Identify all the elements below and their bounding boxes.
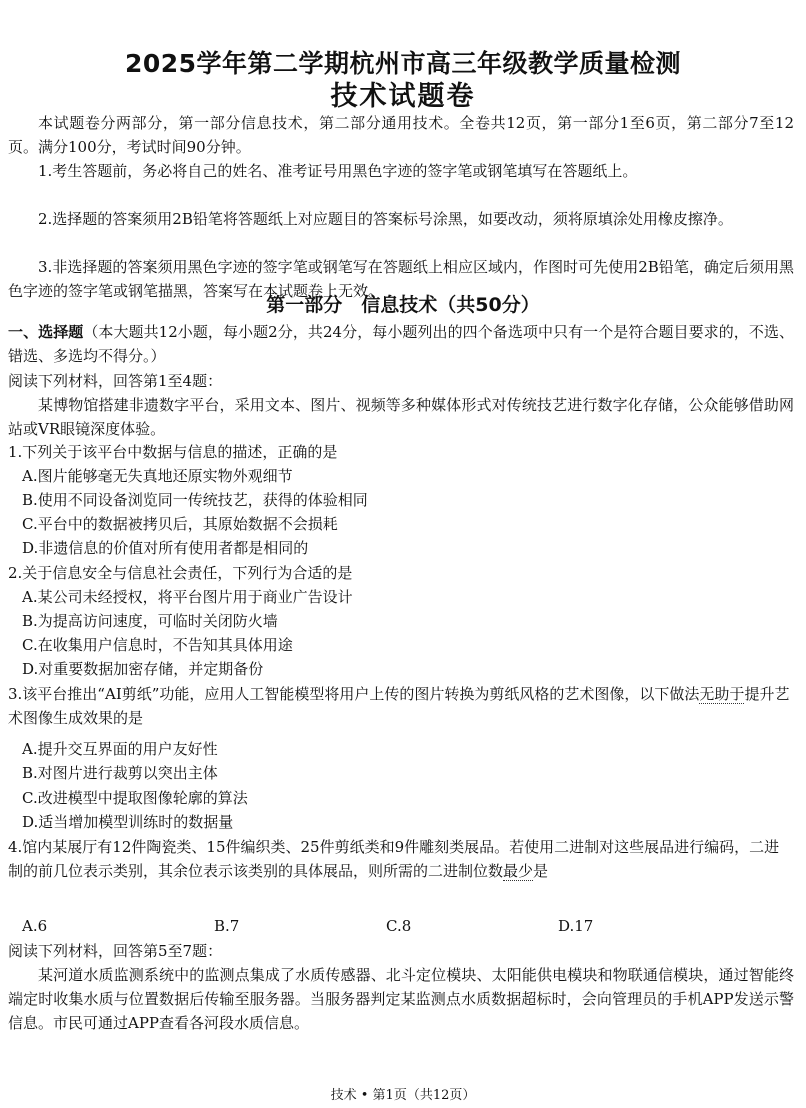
- q2-option-b: B.为提高访问速度，可临时关闭防火墙: [22, 612, 278, 630]
- q2-stem: 2.关于信息安全与信息社会责任，下列行为合适的是: [8, 564, 353, 582]
- q2-option-c: C.在收集用户信息时，不告知其具体用途: [22, 636, 293, 654]
- q4-stem-text: 4.馆内某展厅有12件陶瓷类、15件编织类、25件剪纸类和9件雕刻类展品。若使用二进制对这些展品进行编码，二进制的前几位表示类别，其余位表示该类别的具体展品，则所需的二进制位数: [8, 838, 780, 880]
- q3-stem-emphasis: 无助于: [699, 685, 745, 703]
- q4-option-c: C.8: [386, 917, 412, 935]
- page-footer: 技术 • 第1页（共12页）: [330, 1088, 476, 1103]
- q3-option-d: D.适当增加模型训练时的数据量: [22, 813, 234, 831]
- q3-option-a: A.提升交互界面的用户友好性: [22, 740, 218, 758]
- instruction-1: 1.考生答题前，务必将自己的姓名、准考证号用黑色字迹的签字笔或钢笔填写在答题纸上。: [38, 162, 638, 180]
- material-2-text: 某河道水质监测系统中的监测点集成了水质传感器、北斗定位模块、太阳能供电模块和物联通信模块，通过智能终端定时收集水质与位置数据后传输至服务器。当服务器判定某监测点水质数据超标时，会向管理员的手机APP发送示警信息。市民可通过APP查看各河段水质信息。: [8, 966, 794, 1032]
- q3-stem-end: 提升艺术图像生成效果的是: [8, 685, 790, 727]
- section-title: 第一部分 信息技术（共50分）: [266, 294, 540, 316]
- instruction-2: 2.选择题的答案须用2B铅笔将答题纸上对应题目的答案标号涂黑，如要改动，须将原填涂处用橡皮擦净。: [38, 210, 733, 228]
- part-label: 一、选择题: [8, 323, 84, 341]
- q4-stem-emphasis: 最少: [503, 862, 534, 880]
- material-2-lead: 阅读下列材料，回答第5至7题：: [8, 942, 223, 960]
- q3-option-b: B.对图片进行裁剪以突出主体: [22, 764, 218, 782]
- part-description: （本大题共12小题，每小题2分，共24分，每小题列出的四个备选项中只有一个是符合题目要求的，不选、错选、多选均不得分。）: [8, 323, 794, 365]
- exam-title: 2025学年第二学期杭州市高三年级教学质量检测: [124, 49, 682, 78]
- q1-option-c: C.平台中的数据被拷贝后，其原始数据不会损耗: [22, 515, 338, 533]
- q2-option-a: A.某公司未经授权，将平台图片用于商业广告设计: [22, 588, 353, 606]
- q4-stem-end: 是: [533, 862, 549, 880]
- q3-option-c: C.改进模型中提取图像轮廓的算法: [22, 789, 248, 807]
- q4-option-b: B.7: [214, 917, 240, 935]
- q4-stem: [8, 835, 794, 883]
- intro-paragraph: 本试题卷分两部分，第一部分信息技术，第二部分通用技术。全卷共12页，第一部分1至6页，第二部分7至12页。满分100分，考试时间90分钟。: [8, 114, 794, 156]
- q1-option-a: A.图片能够毫无失真地还原实物外观细节: [22, 467, 293, 485]
- q4-option-a: A.6: [22, 917, 48, 935]
- q3-stem: [8, 682, 794, 730]
- q4-option-d: D.17: [558, 917, 594, 935]
- q1-option-d: D.非遗信息的价值对所有使用者都是相同的: [22, 539, 309, 557]
- part-heading: [8, 320, 794, 368]
- instruction-3: 3.非选择题的答案须用黑色字迹的签字笔或钢笔写在答题纸上相应区域内，作图时可先使用2B铅笔，确定后须用黑色字迹的签字笔或钢笔描黑，答案写在本试题卷上无效。: [8, 258, 794, 300]
- exam-subtitle: 技术试题卷: [330, 81, 476, 112]
- q1-stem: 1.下列关于该平台中数据与信息的描述，正确的是: [8, 443, 338, 461]
- material-1-text: 某博物馆搭建非遗数字平台，采用文本、图片、视频等多种媒体形式对传统技艺进行数字化存储，公众能够借助网站或VR眼镜深度体验。: [8, 396, 794, 438]
- material-1-lead: 阅读下列材料，回答第1至4题：: [8, 372, 223, 390]
- q3-stem-text: 3.该平台推出“AI剪纸”功能，应用人工智能模型将用户上传的图片转换为剪纸风格的艺术图像，以下做法: [8, 685, 700, 703]
- q2-option-d: D.对重要数据加密存储，并定期备份: [22, 660, 264, 678]
- q1-option-b: B.使用不同设备浏览同一传统技艺，获得的体验相同: [22, 491, 368, 509]
